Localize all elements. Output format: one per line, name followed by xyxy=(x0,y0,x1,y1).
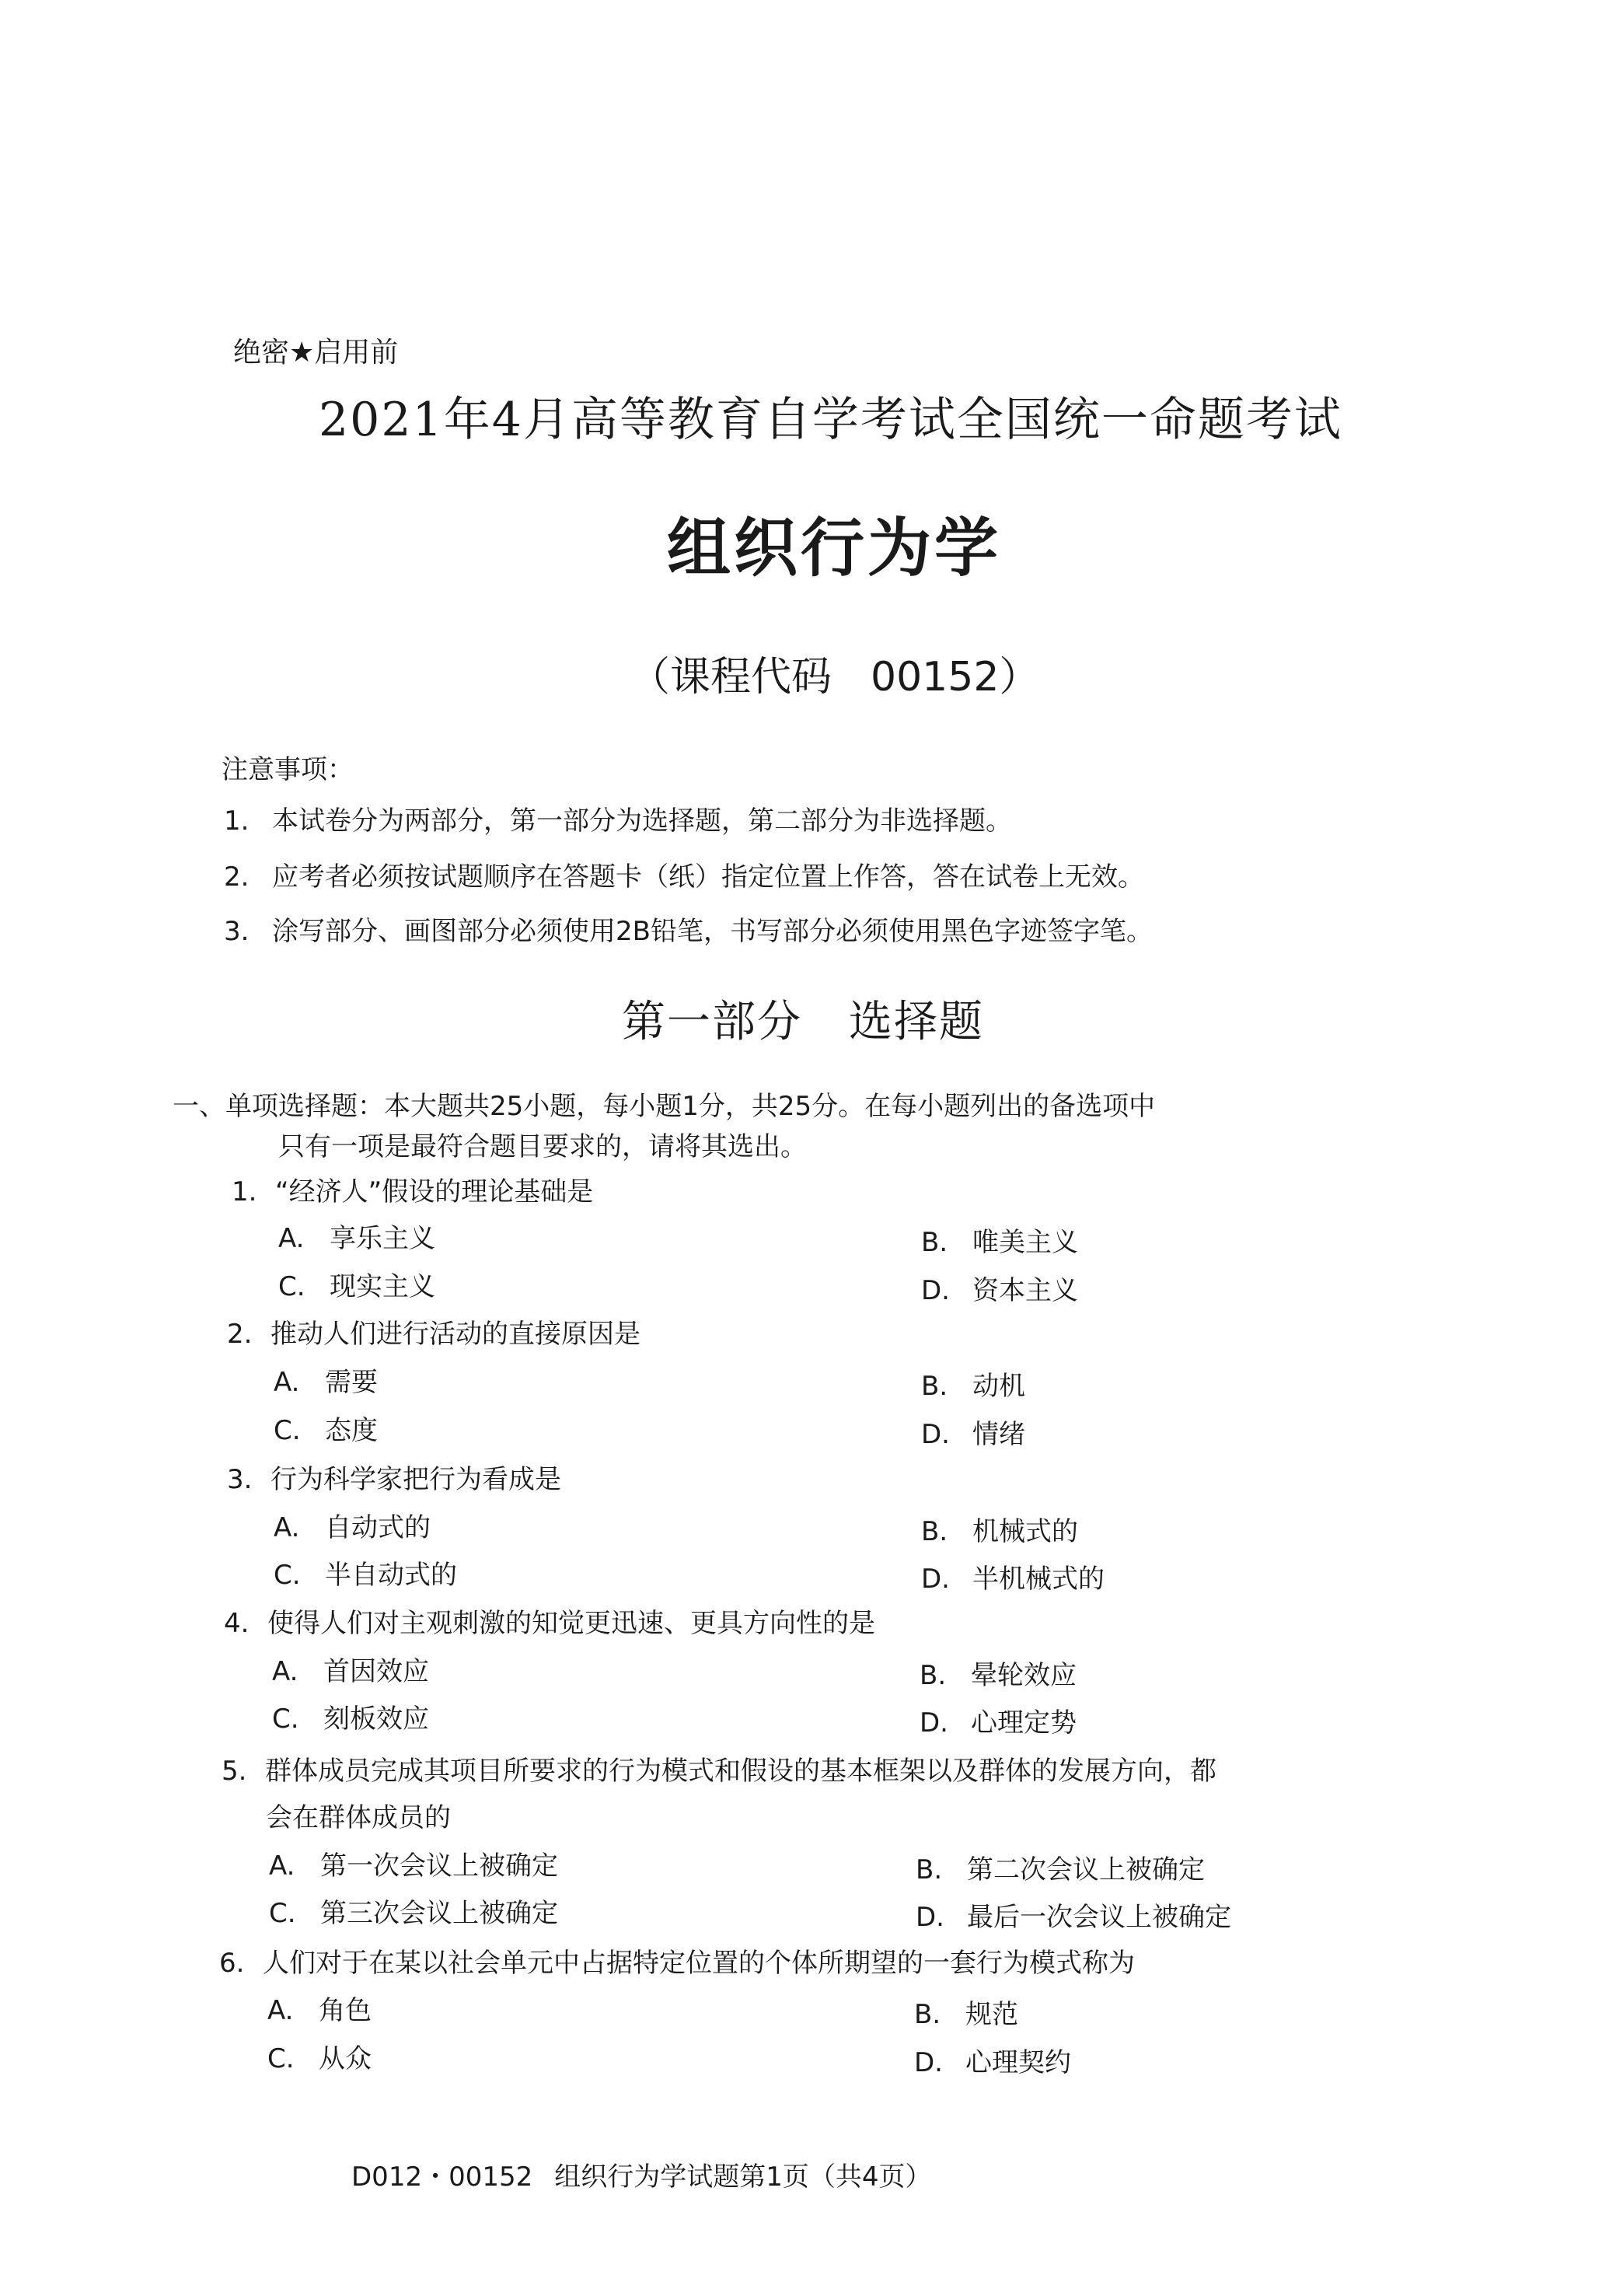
option-b xyxy=(916,1848,1205,1886)
question-stem xyxy=(227,1458,561,1496)
course-code xyxy=(630,644,1039,702)
option-text: 规范 xyxy=(965,1999,1018,2030)
option-text: 需要 xyxy=(325,1367,378,1398)
option-letter: A. xyxy=(272,1656,298,1687)
option-letter: D. xyxy=(920,1707,948,1739)
option-letter: B. xyxy=(920,1660,947,1691)
option-letter: B. xyxy=(921,1371,948,1402)
option-letter: D. xyxy=(921,1419,950,1450)
option-a xyxy=(274,1506,431,1544)
option-letter: B. xyxy=(921,1516,948,1547)
subject-title: 组织行为学 xyxy=(667,512,1002,585)
section-name: 选择题 xyxy=(849,997,984,1047)
section-title xyxy=(622,987,984,1050)
option-text: 心理契约 xyxy=(965,2047,1071,2078)
footer-code: D012・00152 xyxy=(351,2161,533,2193)
option-c xyxy=(274,1553,457,1592)
option-letter: B. xyxy=(921,1227,948,1258)
option-text: 现实主义 xyxy=(330,1271,435,1302)
option-letter: D. xyxy=(921,1275,950,1306)
option-a xyxy=(274,1361,378,1399)
option-c xyxy=(272,1697,429,1735)
option-b xyxy=(921,1221,1078,1259)
question-stem xyxy=(224,1602,875,1640)
option-text: 第三次会议上被确定 xyxy=(320,1898,558,1929)
question-text: 使得人们对主观刺激的知觉更迅速、更具方向性的是 xyxy=(267,1608,875,1639)
option-d xyxy=(921,1413,1025,1451)
option-text: 机械式的 xyxy=(972,1516,1078,1547)
question-text: “经济人”假设的理论基础是 xyxy=(275,1176,594,1207)
option-letter: C. xyxy=(269,1898,296,1929)
option-text: 第二次会议上被确定 xyxy=(967,1854,1205,1885)
question-number: 3. xyxy=(227,1464,253,1495)
option-text: 晕轮效应 xyxy=(971,1660,1077,1691)
option-text: 动机 xyxy=(972,1371,1025,1402)
option-a xyxy=(269,1844,558,1882)
note-number: 2. xyxy=(224,861,250,893)
question-stem xyxy=(232,1170,593,1208)
option-text: 最后一次会议上被确定 xyxy=(967,1902,1231,1933)
footer-text: 组织行为学试题第1页（共4页） xyxy=(554,2161,932,2193)
option-d xyxy=(920,1701,1077,1739)
option-text: 角色 xyxy=(319,1995,372,2026)
option-d xyxy=(921,1269,1078,1307)
page-footer xyxy=(351,2155,932,2193)
question-number: 5. xyxy=(222,1756,247,1787)
option-letter: C. xyxy=(272,1704,299,1735)
option-letter: C. xyxy=(267,2043,295,2074)
question-number: 6. xyxy=(219,1948,245,1979)
option-text: 首因效应 xyxy=(323,1656,429,1687)
option-letter: B. xyxy=(916,1854,943,1885)
exam-title: 2021年4月高等教育自学考试全国统一命题考试 xyxy=(319,393,1342,447)
option-a xyxy=(267,1989,372,2027)
option-letter: A. xyxy=(274,1367,300,1398)
question-stem xyxy=(222,1749,1216,1788)
option-text: 半自动式的 xyxy=(325,1560,457,1591)
option-text: 半机械式的 xyxy=(972,1564,1105,1595)
question-stem xyxy=(219,1941,1135,1980)
question-stem-continued: 会在群体成员的 xyxy=(266,1802,451,1833)
question-stem xyxy=(227,1312,640,1351)
option-b xyxy=(920,1654,1077,1692)
question-text: 群体成员完成其项目所要求的行为模式和假设的基本框架以及群体的发展方向，都 xyxy=(265,1756,1216,1787)
option-letter: A. xyxy=(274,1512,300,1543)
note-item xyxy=(224,855,1144,893)
confidential-mark: 绝密★启用前 xyxy=(233,337,399,369)
option-a xyxy=(272,1650,429,1688)
section-instruction-line1: 一、单项选择题：本大题共25小题，每小题1分，共25分。在每小题列出的备选项中 xyxy=(173,1091,1156,1122)
option-text: 心理定势 xyxy=(971,1707,1077,1739)
section-part: 第一部分 xyxy=(622,997,802,1047)
option-letter: D. xyxy=(916,1902,944,1933)
option-b xyxy=(914,1993,1018,2031)
question-text: 推动人们进行活动的直接原因是 xyxy=(270,1319,640,1350)
option-letter: D. xyxy=(914,2047,943,2078)
option-text: 享乐主义 xyxy=(330,1223,435,1254)
note-text: 本试卷分为两部分，第一部分为选择题，第二部分为非选择题。 xyxy=(272,806,1012,837)
option-letter: C. xyxy=(278,1271,305,1302)
course-code-value: 00152） xyxy=(871,654,1040,701)
option-d xyxy=(921,1557,1105,1595)
notes-title: 注意事项： xyxy=(222,754,354,785)
note-item xyxy=(224,910,1153,948)
option-letter: C. xyxy=(274,1560,301,1591)
option-text: 唯美主义 xyxy=(972,1227,1078,1258)
option-d xyxy=(914,2041,1071,2079)
option-text: 态度 xyxy=(325,1415,378,1446)
question-text: 行为科学家把行为看成是 xyxy=(270,1464,561,1495)
option-b xyxy=(921,1510,1078,1548)
option-text: 资本主义 xyxy=(972,1275,1078,1306)
option-text: 从众 xyxy=(319,2043,372,2074)
option-c xyxy=(278,1265,435,1303)
option-text: 情绪 xyxy=(972,1419,1025,1450)
option-d xyxy=(916,1896,1231,1934)
option-a xyxy=(278,1217,435,1255)
option-letter: A. xyxy=(278,1223,305,1254)
note-number: 3. xyxy=(224,916,250,947)
option-text: 自动式的 xyxy=(325,1512,431,1543)
option-b xyxy=(921,1365,1025,1403)
course-code-label: （课程代码 xyxy=(630,654,832,701)
option-letter: A. xyxy=(269,1850,295,1882)
option-c xyxy=(274,1409,378,1447)
option-text: 刻板效应 xyxy=(323,1704,429,1735)
option-letter: A. xyxy=(267,1995,294,2026)
note-text: 应考者必须按试题顺序在答题卡（纸）指定位置上作答，答在试卷上无效。 xyxy=(272,861,1144,893)
note-text: 涂写部分、画图部分必须使用2B铅笔，书写部分必须使用黑色字迹签字笔。 xyxy=(272,916,1153,947)
option-c xyxy=(269,1892,558,1930)
note-number: 1. xyxy=(224,806,250,837)
question-number: 2. xyxy=(227,1319,253,1350)
question-number: 4. xyxy=(224,1608,250,1639)
question-number: 1. xyxy=(232,1176,257,1207)
option-letter: C. xyxy=(274,1415,301,1446)
option-letter: B. xyxy=(914,1999,941,2030)
question-text: 人们对于在某以社会单元中占据特定位置的个体所期望的一套行为模式称为 xyxy=(263,1948,1135,1979)
option-letter: D. xyxy=(921,1564,950,1595)
option-text: 第一次会议上被确定 xyxy=(320,1850,558,1882)
section-instruction-line2: 只有一项是最符合题目要求的，请将其选出。 xyxy=(278,1131,807,1162)
option-c xyxy=(267,2037,372,2075)
note-item xyxy=(224,799,1012,837)
